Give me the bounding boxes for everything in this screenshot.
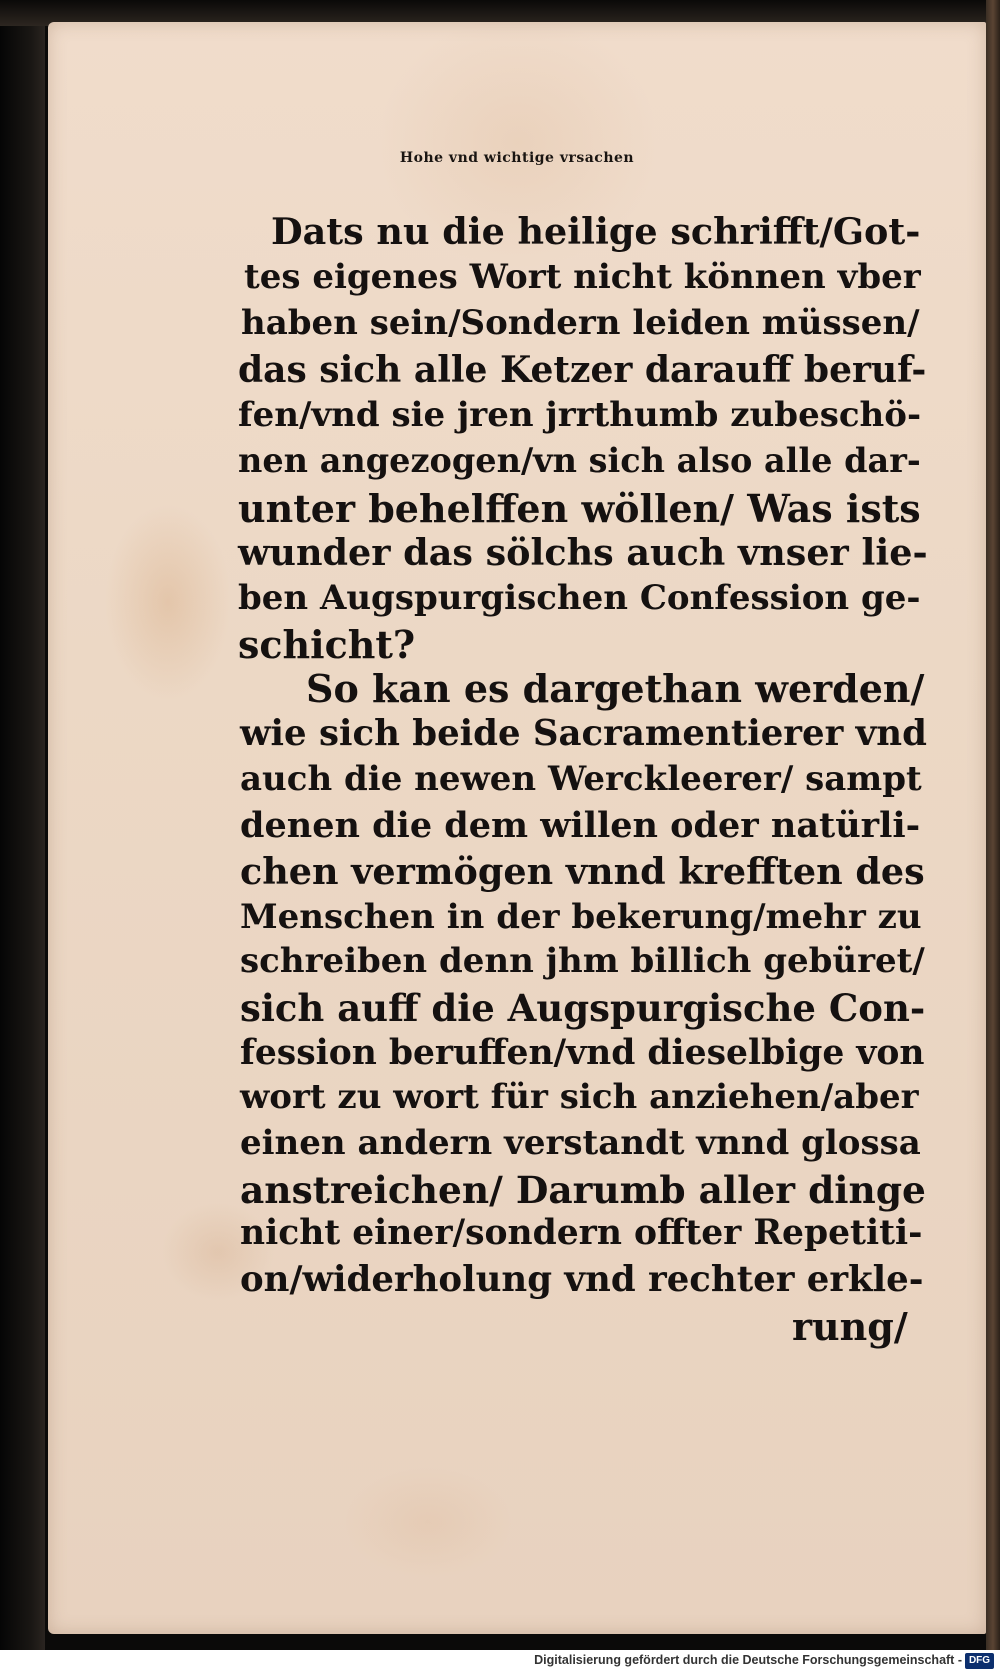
text-line: Dats nu die heilige schrifft/Got-	[271, 210, 921, 253]
text-line: auch die newen Werckleerer/ sampt	[240, 759, 922, 799]
text-line: wie sich beide Sacramentierer vnd	[240, 713, 927, 754]
text-line: das sich alle Ketzer darauff beruf-	[238, 349, 927, 391]
text-line: So kan es dargethan werden/	[306, 666, 925, 711]
text-line: denen die dem willen oder natürli-	[240, 805, 921, 846]
text-line: schreiben denn jhm billich gebüret/	[240, 941, 925, 981]
text-line: einen andern verstandt vnnd glossa	[240, 1123, 921, 1163]
dfg-logo-icon: DFG	[965, 1653, 994, 1669]
text-line: nen angezogen/vn sich also alle dar-	[238, 441, 921, 480]
funding-note: Digitalisierung gefördert durch die Deutsche Forschungsgemeinschaft -	[534, 1653, 962, 1667]
text-line: fession beruffen/vnd dieselbige von	[240, 1033, 925, 1073]
text-line: Menschen in der bekerung/mehr zu	[240, 897, 922, 937]
text-line: fen/vnd sie jren jrrthumb zubeschö-	[238, 395, 922, 435]
text-line: unter behelffen wöllen/ Was ists	[238, 486, 921, 531]
text-line: tes eigenes Wort nicht können vber	[244, 257, 921, 297]
text-line: sich auff die Augspurgische Con-	[240, 986, 926, 1030]
catchword: rung/	[792, 1304, 908, 1349]
scanned-page	[48, 22, 986, 1634]
text-line: ben Augspurgischen Confession ge-	[238, 578, 921, 618]
text-line: schicht?	[238, 622, 416, 667]
scan-left-edge	[0, 0, 45, 1673]
scan-book-spine	[986, 0, 1000, 1650]
text-line: nicht einer/sondern offter Repetiti-	[240, 1213, 923, 1253]
footer-bar	[0, 1650, 1000, 1673]
text-line: wunder das sölchs auch vnser lie-	[238, 531, 928, 574]
running-header: Hohe vnd wichtige vrsachen	[399, 150, 635, 166]
text-line: anstreichen/ Darumb aller dinge	[240, 1168, 926, 1212]
text-line: wort zu wort für sich anziehen/aber	[240, 1077, 919, 1117]
text-line: on/widerholung vnd rechter erkle-	[240, 1259, 924, 1300]
text-line: haben sein/Sondern leiden müssen/	[241, 303, 920, 343]
text-line: chen vermögen vnnd krefften des	[240, 850, 925, 893]
